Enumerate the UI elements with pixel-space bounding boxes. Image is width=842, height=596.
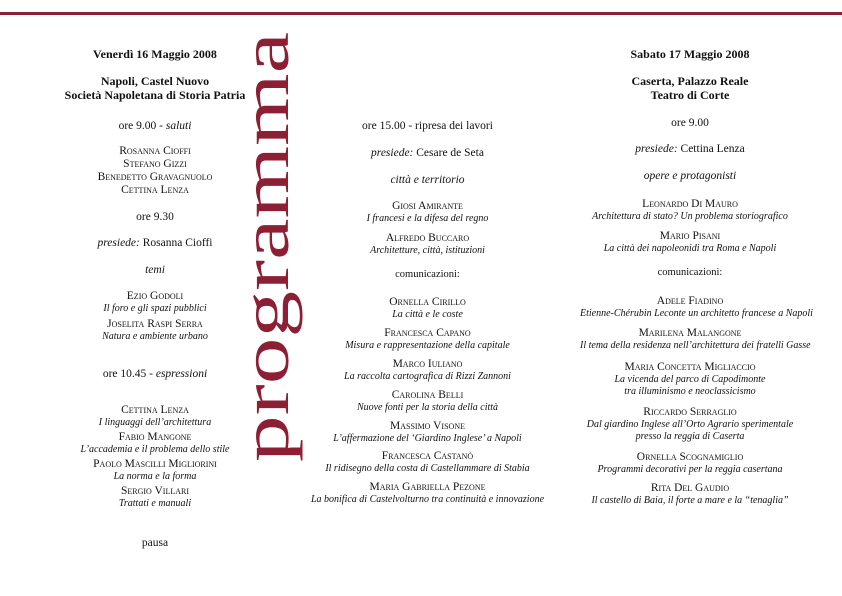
greeting-speaker: Cettina Lenza bbox=[121, 184, 189, 196]
talk-title: La vicenda del parco di Capodimonte bbox=[614, 374, 766, 385]
talk-title: L’accademia e il problema dello stile bbox=[80, 444, 230, 455]
talk-title-continued: tra illuminismo e neoclassicismo bbox=[624, 386, 756, 397]
speaker-name: Massimo Visone bbox=[390, 420, 465, 432]
chair-line: presiede: Cettina Lenza bbox=[635, 143, 745, 155]
talk-title: Nuove fonti per la storia della città bbox=[356, 402, 499, 413]
session-time: ore 9.30 bbox=[136, 211, 174, 223]
speaker-name: Paolo Mascilli Migliorini bbox=[93, 458, 217, 470]
speaker-name: Leonardo Di Mauro bbox=[642, 198, 738, 210]
talk-title: Misura e rappresentazione della capitale bbox=[345, 340, 510, 351]
talk-title: Architettura di stato? Un problema storiografico bbox=[592, 211, 788, 222]
greeting-speaker: Benedetto Gravagnuolo bbox=[97, 171, 213, 183]
day1-venue: Società Napoletana di Storia Patria bbox=[64, 88, 246, 102]
speaker-name: Sergio Villari bbox=[120, 485, 190, 497]
talk-title: I linguaggi dell’architettura bbox=[98, 417, 212, 428]
speaker-name: Maria Concetta Migliaccio bbox=[624, 361, 756, 373]
speaker-name: Ornella Scognamiglio bbox=[636, 451, 744, 463]
talk-title: Il castello di Baia, il forte a mare e la “tenaglia” bbox=[591, 495, 789, 506]
session-time: ore 9.00 - saluti bbox=[118, 120, 192, 132]
speaker-name: Rita Del Gaudio bbox=[650, 482, 730, 494]
speaker-name: Fabio Mangone bbox=[118, 431, 192, 443]
talk-title: Dal giardino Inglese all’Orto Agrario sperimentale bbox=[586, 419, 794, 430]
chair-line: presiede: Cesare de Seta bbox=[371, 147, 484, 159]
talk-title: Il ridisegno della costa di Castellammare di Stabia bbox=[325, 463, 530, 474]
speaker-name: Adele Fiadino bbox=[656, 295, 724, 307]
talk-title: Etienne-Chérubin Leconte un architetto francese a Napoli bbox=[580, 308, 813, 319]
speaker-name: Francesca Castanò bbox=[381, 450, 474, 462]
talk-title: Natura e ambiente urbano bbox=[102, 331, 208, 342]
speaker-name: Joselita Raspi Serra bbox=[107, 318, 203, 330]
top-rule bbox=[0, 12, 842, 15]
speaker-name: Marilena Malangone bbox=[638, 327, 742, 339]
speaker-name: Giosi Amirante bbox=[392, 200, 463, 212]
speaker-name: Ezio Godoli bbox=[126, 290, 184, 302]
session-theme: temi bbox=[145, 264, 165, 276]
talk-title-continued: presso la reggia di Caserta bbox=[635, 431, 745, 442]
session-time: ore 15.00 - ripresa dei lavori bbox=[362, 120, 493, 132]
speaker-name: Carolina Belli bbox=[391, 389, 464, 401]
day1-place: Napoli, Castel Nuovo bbox=[100, 74, 210, 88]
day1-date: Venerdì 16 Maggio 2008 bbox=[93, 47, 217, 61]
programma-text: programma bbox=[227, 148, 303, 462]
talk-title: Trattati e manuali bbox=[118, 498, 192, 509]
session-theme: opere e protagonisti bbox=[643, 170, 737, 182]
day2-venue: Teatro di Corte bbox=[650, 88, 730, 102]
speaker-name: Riccardo Serraglio bbox=[643, 406, 737, 418]
speaker-name: Francesca Capano bbox=[384, 327, 471, 339]
talk-title: I francesi e la difesa del regno bbox=[366, 213, 489, 224]
talk-title: La norma e la forma bbox=[113, 471, 197, 482]
session-time: ore 9.00 bbox=[671, 117, 709, 129]
session-theme: città e territorio bbox=[390, 174, 465, 186]
speaker-name: Cettina Lenza bbox=[121, 404, 189, 416]
talk-title: La bonifica di Castelvolturno tra continuità e innovazione bbox=[310, 494, 545, 505]
communications-label: comunicazioni: bbox=[395, 269, 460, 280]
talk-title: Architetture, città, istituzioni bbox=[370, 245, 485, 256]
speaker-name: Maria Gabriella Pezone bbox=[369, 481, 486, 493]
speaker-name: Ornella Cirillo bbox=[389, 296, 466, 308]
speaker-name: Mario Pisani bbox=[659, 230, 721, 242]
session-time: ore 10.45 - espressioni bbox=[102, 368, 208, 380]
talk-title: Programmi decorativi per la reggia casertana bbox=[597, 464, 783, 475]
speaker-name: Marco Iuliano bbox=[392, 358, 463, 370]
day2-date: Sabato 17 Maggio 2008 bbox=[630, 47, 750, 61]
speaker-name: Alfredo Buccaro bbox=[385, 232, 470, 244]
greeting-speaker: Stefano Gizzi bbox=[123, 158, 187, 170]
day2-place: Caserta, Palazzo Reale bbox=[631, 74, 749, 88]
talk-title: La città e le coste bbox=[392, 309, 463, 320]
talk-title: La raccolta cartografica di Rizzi Zannoni bbox=[344, 371, 511, 382]
talk-title: La città dei napoleonidi tra Roma e Napoli bbox=[603, 243, 777, 254]
talk-title: Il foro e gli spazi pubblici bbox=[103, 303, 207, 314]
talk-title: Il tema della residenza nell’architettura dei fratelli Gasse bbox=[580, 340, 811, 351]
talk-title: L’affermazione del ‘Giardino Inglese’ a Napoli bbox=[333, 433, 522, 444]
pause-label: pausa bbox=[141, 537, 169, 549]
chair-line: presiede: Rosanna Cioffi bbox=[97, 237, 213, 249]
greeting-speaker: Rosanna Cioffi bbox=[119, 145, 191, 157]
communications-label: comunicazioni: bbox=[657, 267, 723, 278]
